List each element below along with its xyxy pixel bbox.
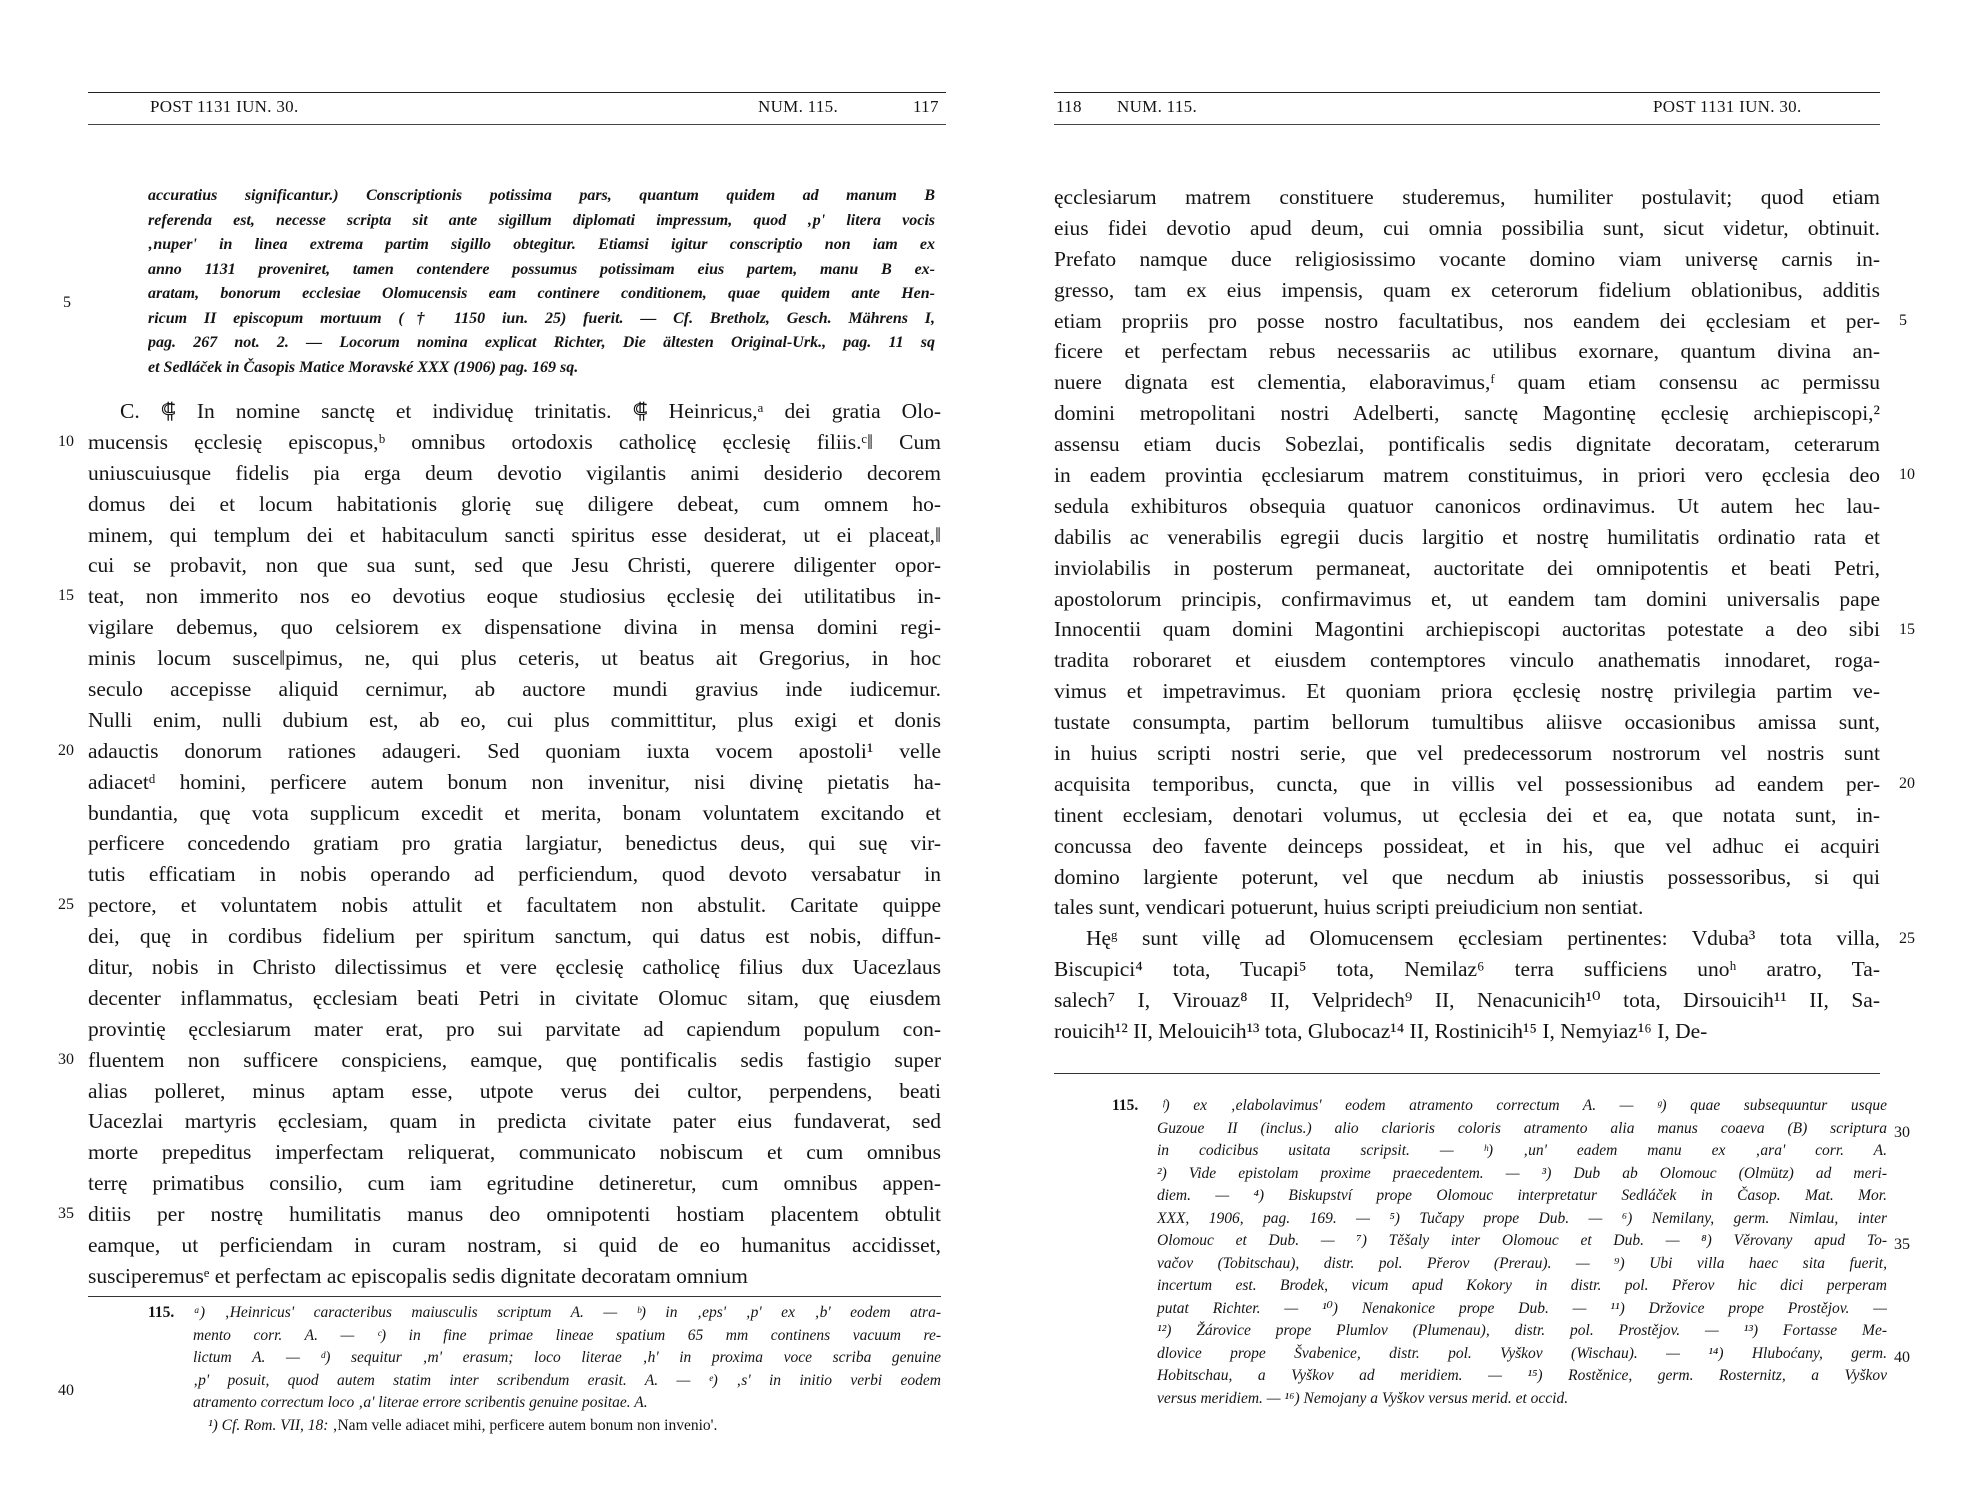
text-line: tutis efficatiam in nobis operando ad perficiendum, quod devoto versabatur in (88, 862, 941, 887)
header-rule-bottom (1054, 124, 1880, 125)
footnote-line: vačov (Tobitschau), distr. pol. Přerov (Prerau). — ⁹) Ubi villa haec sita fuerit, (1157, 1254, 1887, 1272)
intro-line: aratam, bonorum ecclesiae Olomucensis eam continere conditionem, quae quidem ante Hen- (148, 285, 935, 302)
text-line: seculo accepisse aliquid cernimur, ab auctore mundi gravius inde iudicemur. (88, 677, 941, 702)
charter-text (88, 396, 941, 1292)
text-line: ęcclesiarum matrem constituere studeremus, humiliter postulavit; quod etiam (1054, 185, 1880, 209)
footnote-source (208, 1415, 941, 1438)
running-header-date: POST 1131 IUN. 30. (150, 97, 299, 116)
footnote-line: in codicibus usitata scripsit. — ʰ) ‚un' eadem manu ex ‚ara' corr. A. (1157, 1142, 1887, 1159)
intro-line: et Sedláček in Časopis Matice Moravské XXX (1906) pag. 169 sq. (148, 358, 579, 376)
footnote-text: ᵃ) ‚Heinricus' caracteribus maiusculis scriptum A. — ᵇ) in ‚eps' ‚p' ex ‚b' eodem atra- (193, 1304, 941, 1321)
footnote-line: atramento correctum loco ‚a' literae errore scribentis genuine positae. A. (193, 1394, 648, 1411)
text-line: domino largiente poterunt, vel que necdum ab iniustis possessoribus, si qui (1054, 864, 1880, 889)
footnote-source-quote: ‚Nam velle adiacet mihi, perficere autem bonum non invenio'. (332, 1417, 718, 1434)
text-line: Biscupici⁴ tota, Tucapi⁵ tota, Nemilaz⁶ terra sufficiens unoʰ aratro, Ta- (1054, 957, 1880, 982)
text-line: dabilis ac venerabilis egregii ducis largitio et nostrę humilitatis ordinatio rata et (1054, 524, 1880, 549)
text-line: mucensis ęcclesię episcopus,ᵇ omnibus ortodoxis catholicę ęcclesię filiis.ᶜ‖ Cum (88, 429, 941, 454)
line-number: 25 (58, 896, 74, 914)
text-line: sedula exhibituros obsequia quatuor canonicos ordinavimus. Ut autem hec lau- (1054, 493, 1880, 518)
footnotes (148, 1302, 941, 1415)
line-number: 40 (58, 1382, 74, 1399)
line-number: 30 (1894, 1123, 1910, 1141)
line-number: 20 (1899, 775, 1915, 793)
footnote-line (1112, 1095, 1887, 1118)
text-line: etiam propriis pro posse nostro facultatibus, nos eandem dei ęcclesiam et per- (1054, 308, 1880, 333)
footnote-line: diem. — ⁴) Biskupství prope Olomouc interpretatur Sedláček in Časop. Mat. Mor. (1157, 1187, 1887, 1204)
text-line: adauctis donorum rationes adaugeri. Sed quoniam iuxta vocem apostoli¹ velle (88, 738, 941, 763)
footnote-line: putat Richter. — ¹⁰) Nenakonice prope Dub. — ¹¹) Držovice prope Prostějov. — (1157, 1299, 1887, 1317)
line-number: 5 (63, 294, 71, 311)
intro-line: accuratius significantur.) Conscriptionis potissima pars, quantum quidem ad manum B (148, 187, 935, 204)
text-line: susciperemusᵉ et perfectam ac episcopalis sedis dignitate decoratam omnium (88, 1263, 748, 1288)
footnote-label: 115. (148, 1304, 194, 1321)
text-line: minem, qui templum dei et habitaculum sancti spiritus esse desiderat, ut ei placeat,‖ (88, 522, 941, 547)
text-line: Prefato namque duce religiosissimo vocante domino viam universę carnis in- (1054, 246, 1880, 271)
text-line: salech⁷ I, Virouaz⁸ II, Velpridech⁹ II, Nenacunicih¹⁰ tota, Dirsouicih¹¹ II, Sa- (1054, 988, 1880, 1013)
text-line: eamque, ut perficiendam in curam nostram, si quid de eo humanitus accidisset, (88, 1233, 941, 1258)
text-line: alias polleret, minus aptam esse, utpote verus dei cultor, perpendens, beati (88, 1078, 941, 1103)
right-page (989, 0, 1978, 1500)
line-number: 30 (58, 1050, 74, 1068)
running-header-number: NUM. 115. (758, 97, 838, 116)
line-number: 40 (1894, 1348, 1910, 1366)
line-number: 35 (58, 1205, 74, 1223)
footnote-rule (1054, 1073, 1880, 1074)
line-number: 25 (1899, 929, 1915, 947)
header-rule-bottom (88, 124, 946, 125)
text-line: adiacetᵈ homini, perficere autem bonum non invenitur, nisi divinę pietatis ha- (88, 769, 941, 794)
running-header-number: NUM. 115. (1117, 97, 1197, 116)
text-line: domini metropolitani nostri Adelberti, sanctę Magontinę ęcclesię archiepiscopi,² (1054, 401, 1880, 426)
text-line: vigilare debemus, quo celsiorem ex dispensatione divina in mensa domini regi- (88, 615, 941, 640)
header-rule-top (1054, 92, 1880, 93)
text-line: decenter inflammatus, ęcclesiam beati Petri in civitate Olomuc sitam, quę eiusdem (88, 985, 941, 1010)
text-line: rouicih¹² II, Melouicih¹³ tota, Glubocaz¹⁴ II, Rostinicih¹⁵ I, Nemyiaz¹⁶ I, De- (1054, 1019, 1708, 1044)
text-line: assensu etiam ducis Sobezlai, pontificalis sedis dignitate decoratam, ceterarum (1054, 432, 1880, 457)
text-line: cui se probavit, non que sua sunt, sed que Jesu Christi, querere diligenter opor- (88, 553, 941, 578)
text-line: in eadem provintia ęcclesiarum matrem constituimus, in priori vero ęcclesia deo (1054, 463, 1880, 488)
footnote-line: versus meridiem. — ¹⁶) Nemojany a Vyškov versus merid. et occid. (1157, 1389, 1569, 1407)
text-line: teat, non immerito nos eo devotius eoque studiosius ęcclesię dei utilitatibus in- (88, 584, 941, 609)
text-line: Uacezlai martyris ęcclesiam, quam in predicta civitate pater eius fundaverat, sed (88, 1109, 941, 1134)
text-line: apostolorum principis, confirmavimus et, ut eandem tam domini universalis pape (1054, 586, 1880, 611)
footnote-line: dlovice prope Švabenice, distr. pol. Vyškov (Wischau). — ¹⁴) Hluboćany, germ. (1157, 1344, 1887, 1362)
text-line: perficere concedendo gratiam pro gratia largiatur, benedictus deus, qui suę vir- (88, 831, 941, 856)
text-line: acquisita temporibus, cuncta, que in villis vel possessionibus ad eandem per- (1054, 771, 1880, 796)
text-line: tinent ecclesiam, denotari volumus, ut ęcclesia dei et ea, que notata sunt, in- (1054, 802, 1880, 827)
intro-line: ricum II episcopum mortuum († 1150 iun. 25) fuerit. — Cf. Bretholz, Gesch. Mährens I, (148, 309, 935, 327)
text-line: morte prepeditus imperfectam reliquerat, communicato nobiscum et cum omnibus (88, 1140, 941, 1165)
footnote-line: lictum A. — ᵈ) sequitur ‚m' erasum; loco literae ‚h' in proxima voce scriba genuine (193, 1349, 941, 1366)
line-number: 15 (1899, 620, 1915, 638)
text-line: Hęᵍ sunt villę ad Olomucensem ęcclesiam pertinentes: Vduba³ tota villa, (1086, 926, 1880, 951)
footnote-line: Olomouc et Dub. — ⁷) Těšaly inter Olomouc et Dub. — ⁸) Věrovany apud To- (1157, 1232, 1887, 1249)
page-number: 117 (913, 97, 939, 116)
page-number: 118 (1056, 97, 1082, 116)
text-line: Nulli enim, nulli dubium est, ab eo, cui plus committitur, plus exigi et donis (88, 707, 941, 732)
running-header-date: POST 1131 IUN. 30. (1653, 97, 1802, 116)
charter-text (1054, 182, 1880, 1047)
intro-line: pag. 267 not. 2. — Locorum nomina explicat Richter, Die ältesten Original-Urk., pag. 11 sq (148, 334, 935, 351)
footnote-source-ref: ¹) Cf. Rom. VII, 18: (208, 1417, 329, 1434)
footnote-line: Hobitschau, a Vyškov ad meridiem. — ¹⁵) Rostěnice, germ. Rosternitz, a Vyškov (1157, 1367, 1887, 1384)
text-line: C. ⸿ In nomine sanctę et individuę trinitatis. ⸿ Heinricus,ᵃ dei gratia Olo- (120, 399, 941, 423)
text-line: Innocentii quam domini Magontini archiepiscopi auctoritas potestate a deo sibi (1054, 617, 1880, 642)
line-number: 5 (1899, 311, 1907, 329)
text-line: minis locum susce‖pimus, ne, qui plus ceteris, ut beatus ait Gregorius, in hoc (88, 646, 941, 671)
line-number: 10 (58, 432, 74, 450)
line-number: 15 (58, 587, 74, 605)
text-line: eius fidei devotio apud deum, cui omnia possibilia sunt, sicut videtur, obtinuit. (1054, 215, 1880, 240)
editorial-intro (148, 184, 935, 380)
text-line: tustate consumpta, partim bellorum tumultibus aliisve occasionibus amissa sunt, (1054, 710, 1880, 735)
text-line: uniuscuiusque fidelis pia erga deum devotio vigilantis animi desiderio decorem (88, 460, 941, 485)
footnotes (1112, 1095, 1887, 1410)
text-line: pectore, et voluntatem nobis attulit et facultatem non abstulit. Caritate quippe (88, 893, 941, 918)
text-line: vimus et impetravimus. Et quoniam priora ęcclesię nostrę privilegia partim ve- (1054, 679, 1880, 704)
header-rule-top (88, 92, 946, 93)
text-line: provintię ęcclesiarum mater erat, pro sui parvitate ad capiendum populum con- (88, 1016, 941, 1041)
line-number: 20 (58, 741, 74, 759)
footnote-label: 115. (1112, 1097, 1162, 1114)
text-line: dei, quę in cordibus fidelium per spiritum sanctum, qui datus est nobis, diffun- (88, 924, 941, 949)
footnote-line: XXX, 1906, pag. 169. — ⁵) Tučapy prope Dub. — ⁶) Nemilany, germ. Nimlau, inter (1157, 1209, 1887, 1227)
footnote-rule (88, 1296, 941, 1297)
text-line: terrę primatibus consilio, cum iam egritudine detineretur, cum omnibus appen- (88, 1171, 941, 1196)
footnote-line: ¹²) Žárovice prope Plumlov (Plumenau), distr. pol. Prostějov. — ¹³) Fortasse Me- (1157, 1322, 1887, 1339)
line-number: 35 (1894, 1236, 1910, 1253)
intro-line: anno 1131 proveniret, tamen contendere possumus potissimam eius partem, manu B ex- (148, 260, 935, 278)
footnote-line: incertum est. Brodek, vicum apud Kokory in distr. pol. Přerov hic dici perperam (1157, 1277, 1887, 1294)
intro-line: ‚nuper' in linea extrema partim sigillo obtegitur. Etiamsi igitur conscriptio non iam ex (148, 236, 935, 253)
text-line: nuere dignata est clementia, elaboravimus,ᶠ quam etiam consensu ac permissu (1054, 370, 1880, 395)
text-line: concussa deo favente deinceps possideat, et in his, que vel adhuc ei acquiri (1054, 833, 1880, 858)
footnote-text: ᶠ) ex ‚elabolavimus' eodem atramento correctum A. — ᵍ) quae subsequuntur usque (1161, 1097, 1887, 1114)
text-line: ditiis per nostrę humilitatis manus deo omnipotenti hostiam placentem obtulit (88, 1202, 941, 1227)
footnote-line: Guzoue II (inclus.) alio clarioris coloris atramento alia manus coaeva (B) scriptura (1157, 1119, 1887, 1137)
footnote-line: mento corr. A. — ᶜ) in fine primae lineae spatium 65 mm continens vacuum re- (193, 1326, 941, 1344)
text-line: in huius scripti nostri serie, que vel predecessorum nostrorum vel nostris sunt (1054, 741, 1880, 766)
text-line: fluentem non sufficere conspiciens, eamque, quę pontificalis sedis fastigio super (88, 1047, 941, 1072)
text-line: tradita roboraret et eiusdem contemptores vinculo anathematis innodaret, roga- (1054, 648, 1880, 673)
footnote-line (148, 1302, 941, 1325)
text-line: domus dei et locum habitationis glorię suę diligere debeat, cum omnem ho- (88, 491, 941, 516)
text-line: gresso, tam ex eius impensis, quam ex ceterorum fidelium oblationibus, additis (1054, 277, 1880, 302)
footnote-line: ²) Vide epistolam proxime praecedentem. — ³) Dub ab Olomouc (Olmütz) ad meri- (1157, 1164, 1887, 1182)
text-line: ficere et perfectam rebus necessariis ac utilibus exornare, quantum divina an- (1054, 339, 1880, 364)
intro-line: referenda est, necesse scripta sit ante sigillum diplomati impressum, quod ‚p' litera vocis (148, 211, 935, 229)
footnote-line: ‚p' posuit, quod autem statim inter scribendum erasit. A. — ᵉ) ‚s' in initio verbi eodem (193, 1371, 941, 1389)
text-line: tales sunt, vendicari potuerunt, huius scripti preiudicium non sentiat. (1054, 895, 1644, 920)
line-number: 10 (1899, 466, 1915, 484)
text-line: inviolabilis in posterum permaneat, auctoritate dei omnipotentis et beati Petri, (1054, 555, 1880, 580)
text-line: ditur, nobis in Christo dilectissimus et vere ęcclesię catholicę filius dux Uacezlaus (88, 955, 941, 980)
text-line: bundantia, quę vota supplicum excedit et merita, bonam voluntatem excitando et (88, 800, 941, 825)
